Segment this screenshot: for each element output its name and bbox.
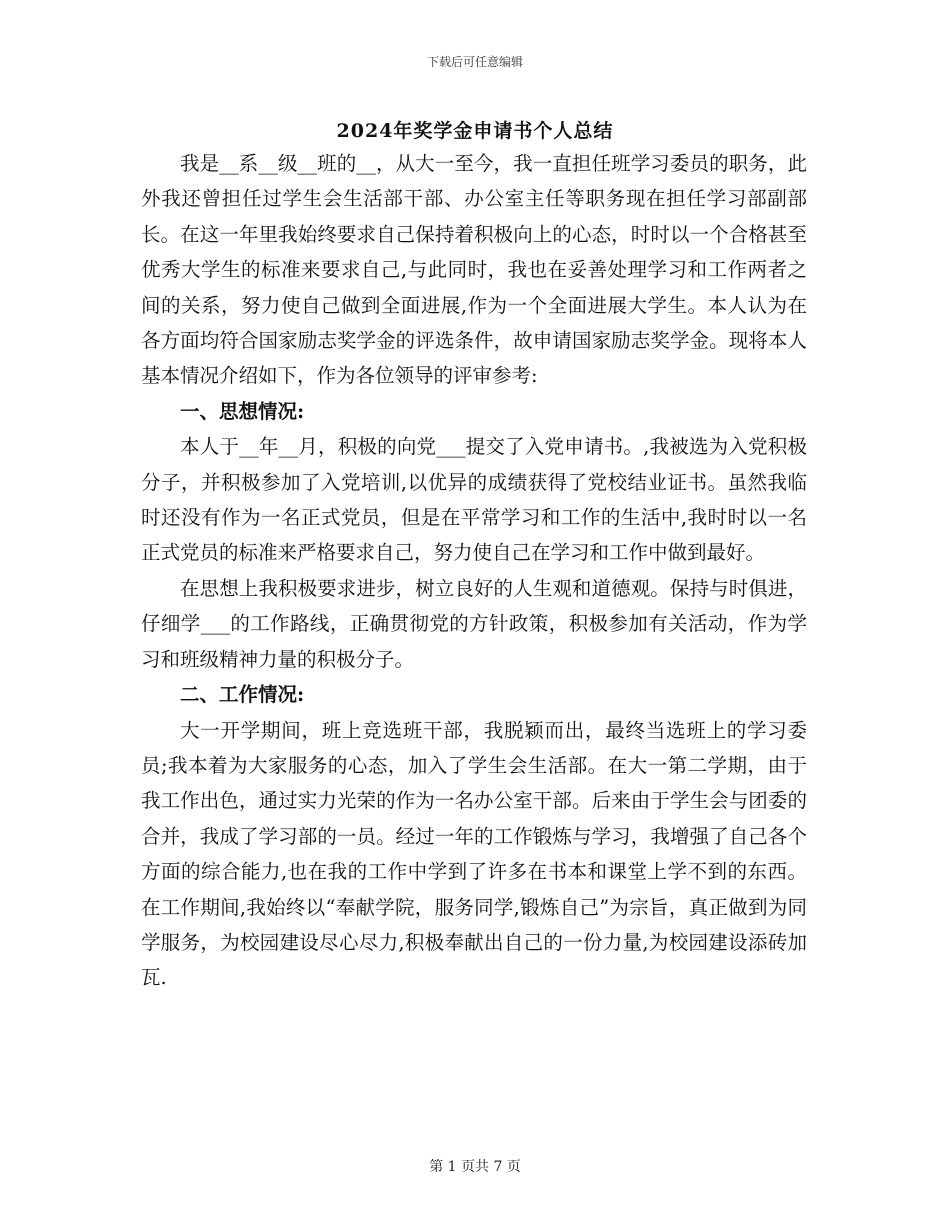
page-header-note: 下载后可任意编辑 [426, 55, 523, 69]
page-number: 第 1 页共 7 页 [429, 1159, 521, 1175]
section-heading-thought: 一、思想情况: [180, 399, 305, 423]
work-paragraph-1: 大一开学期间，班上竞选班干部，我脱颖而出，最终当选班上的学习委员;我本着为大家服务的心态，加入了学生会生活部。在大一第二学期，由于我工作出色，通过实力光荣的作为一名办公室干部。后来由于学生会与团委的合并，我成了学习部的一员。经过一年的工作锻炼与学习，我增强了自己各个方面的综合能力,也在我的工作中学到了许多在书本和课堂上学不到的东西。在工作期间,我始终以“奉献学院，服务同学,锻炼自己”为宗旨，真正做到为同学服务，为校园建设尽心尽力,积极奉献出自己的一份力量,为校园建设添砖加瓦. [141, 718, 807, 990]
document-body [141, 146, 807, 996]
thought-paragraph-1: 本人于__年__月，积极的向党___提交了入党申请书。,我被选为入党积极分子，并积极参加了入党培训,以优异的成绩获得了党校结业证书。虽然我临时还没有作为一名正式党员，但是在平常学习和工作的生活中,我时时以一名正式党员的标准来严格要求自己，努力使自己在学习和工作中做到最好。 [141, 435, 807, 565]
intro-paragraph: 我是__系__级__班的__，从大一至今，我一直担任班学习委员的职务，此外我还曾担任过学生会生活部干部、办公室主任等职务现在担任学习部副部长。在这一年里我始终要求自己保持着积极向上的心态，时时以一个合格甚至优秀大学生的标准来要求自己,与此同时，我也在妥善处理学习和工作两者之间的关系，努力使自己做到全面进展,作为一个全面进展大学生。本人认为在各方面均符合国家励志奖学金的评选条件，故申请国家励志奖学金。现将本人基本情况介绍如下，作为各位领导的评审参考: [141, 152, 807, 388]
section-heading-work: 二、工作情况: [180, 683, 305, 707]
document-title: 2024年奖学金申请书个人总结 [336, 120, 614, 142]
thought-paragraph-2: 在思想上我积极要求进步，树立良好的人生观和道德观。保持与时俱进，仔细学___的工作路线，正确贯彻党的方针政策，积极参加有关活动，作为学习和班级精神力量的积极分子。 [141, 576, 807, 671]
